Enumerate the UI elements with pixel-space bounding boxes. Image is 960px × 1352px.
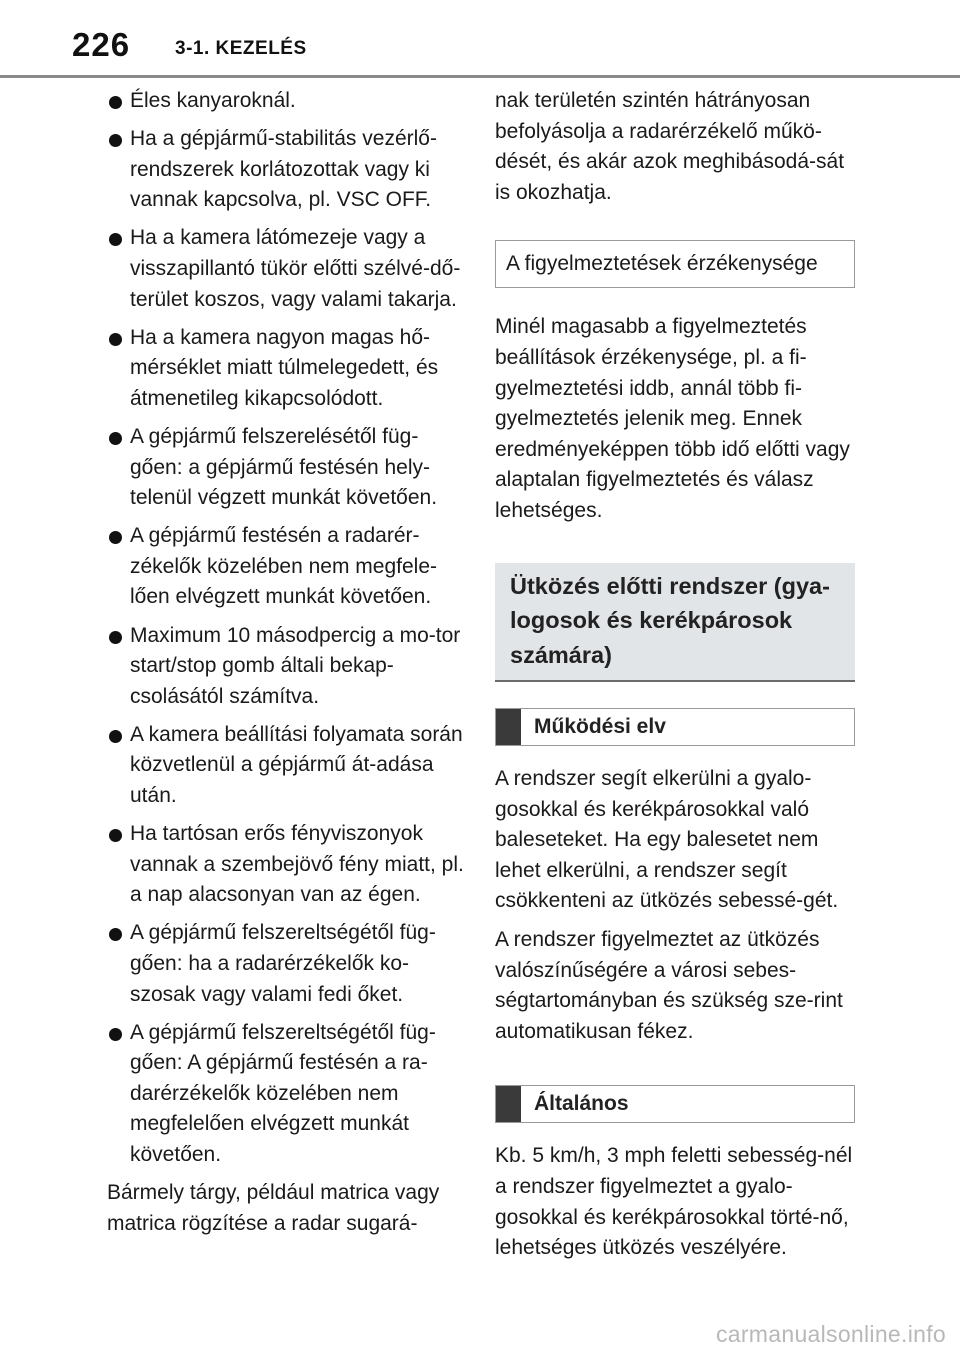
general-paragraph: Kb. 5 km/h, 3 mph feletti sebesség-nél a rendszer figyelmeztet a gyalo-gosokkal és kerékpárosokkal törté-nő, lehetséges ütközés veszélyére. xyxy=(495,1144,853,1260)
right-column xyxy=(495,86,855,1272)
list-item: A gépjármű felszereltségétől füg-gően: A gépjármű festésén a ra-darérzékelők közelében nem megfelelően elvégzett munkát követően. xyxy=(107,1018,467,1171)
list-item: Éles kanyaroknál. xyxy=(107,86,467,117)
subheading-label: Általános xyxy=(534,1092,629,1116)
bullet-icon xyxy=(109,531,122,544)
list-item: Maximum 10 másodpercig a mo-tor start/stop gomb általi bekap-csolásától számítva. xyxy=(107,621,467,713)
bullet-icon xyxy=(109,134,122,147)
section-heading: Ütközés előtti rendszer (gya-logosok és kerékpárosok számára) xyxy=(495,563,855,683)
subheading-label: Működési elv xyxy=(534,715,666,739)
list-item: A gépjármű felszereltségétől füg-gően: ha a radarérzékelők ko-szosak vagy valami fedi őket. xyxy=(107,918,467,1010)
left-column xyxy=(107,86,467,1247)
bullet-icon xyxy=(109,730,122,743)
closing-paragraph: Bármely tárgy, például matrica vagy matrica rögzítése a radar sugará- xyxy=(107,1181,440,1235)
subheading-marker xyxy=(496,709,521,745)
list-item: Ha a kamera nagyon magas hő-mérséklet miatt túlmelegedett, és átmenetileg kikapcsolódott. xyxy=(107,323,467,415)
section-title: 3-1. KEZELÉS xyxy=(175,38,307,59)
subheading-marker xyxy=(496,1086,521,1122)
operating-paragraph-2: A rendszer figyelmeztet az ütközés valószínűségére a városi sebes-ségtartományban és szükség sze-rint automatikusan fékez. xyxy=(495,928,843,1043)
bullet-icon xyxy=(109,1028,122,1041)
continuation-paragraph: nak területén szintén hátrányosan befolyásolja a radarérzékelő műkö-dését, és akár azok meghibásodá-sát is okozhatja. xyxy=(495,89,845,204)
list-item: Ha tartósan erős fényviszonyok vannak a szembejövő fény miatt, pl. a nap alacsonyan van az égen. xyxy=(107,819,467,911)
list-item: Ha a kamera látómezeje vagy a visszapillantó tükör előtti szélvé-dő-terület koszos, vagy valami takarja. xyxy=(107,223,467,315)
list-item: A gépjármű festésén a radarér-zékelők közelében nem megfele-lően elvégzett munkát követően. xyxy=(107,521,467,613)
bullet-icon xyxy=(109,233,122,246)
bullet-icon xyxy=(109,96,122,109)
bullet-icon xyxy=(109,829,122,842)
condition-list xyxy=(107,86,467,1171)
watermark: carmanualsonline.info xyxy=(715,1321,946,1347)
page-number: 226 xyxy=(72,26,131,63)
sensitivity-paragraph: Minél magasabb a figyelmeztetés beállítások érzékenysége, pl. a fi-gyelmeztetési iddb, annál több fi-gyelmeztetés jelenik meg. Ennek eredményeképpen több idő előtti vagy alaptalan figyelmeztetés és válasz lehetséges. xyxy=(495,315,850,522)
subheading-operating-principle xyxy=(495,708,855,746)
list-item: Ha a gépjármű-stabilitás vezérlő-rendszerek korlátozottak vagy ki vannak kapcsolva, pl. VSC OFF. xyxy=(107,124,467,216)
list-item: A gépjármű felszerelésétől füg-gően: a gépjármű festésén hely-telenül végzett munkát követően. xyxy=(107,422,467,514)
bullet-icon xyxy=(109,432,122,445)
page-header xyxy=(0,0,960,80)
operating-paragraph-1: A rendszer segít elkerülni a gyalo-gosokkal és kerékpárosokkal való baleseteket. Ha egy balesetet nem lehet elkerülni, a rendszer segít csökkenteni az ütközés sebessé-gét. xyxy=(495,767,839,913)
bullet-icon xyxy=(109,333,122,346)
sensitivity-box: A figyelmeztetések érzékenysége xyxy=(495,240,855,288)
bullet-icon xyxy=(109,631,122,644)
header-divider xyxy=(0,75,960,78)
list-item: A kamera beállítási folyamata során közvetlenül a gépjármű át-adása után. xyxy=(107,720,467,812)
bullet-icon xyxy=(109,928,122,941)
subheading-general xyxy=(495,1085,855,1123)
